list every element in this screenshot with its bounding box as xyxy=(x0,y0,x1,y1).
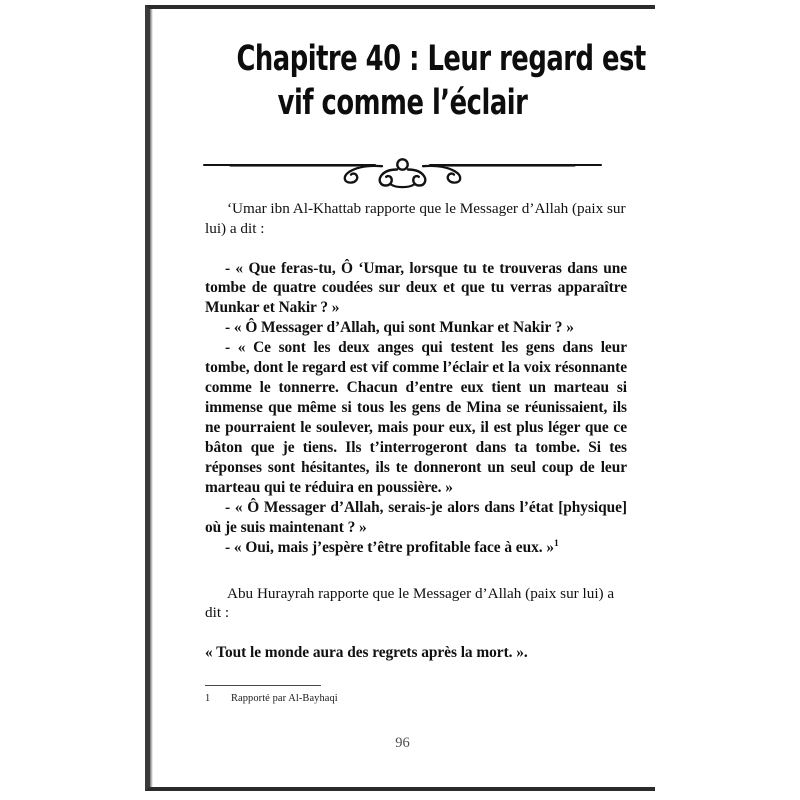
page-spine-shading xyxy=(150,9,153,787)
hadith-quote-line-5-text: - « Oui, mais j’espère t’être profitable face à eux. » xyxy=(225,538,554,556)
footnote-entry xyxy=(205,693,627,704)
narration-paragraph-umar: ‘Umar ibn Al-Khattab rapporte que le Messager d’Allah (paix sur lui) a dit : xyxy=(205,200,626,237)
spacer xyxy=(205,558,627,584)
page-number: 96 xyxy=(395,735,410,751)
chapter-title-line-2: vif comme l’éclair xyxy=(277,83,528,124)
spacer xyxy=(205,239,627,259)
footnote-reference-marker[interactable]: 1 xyxy=(553,538,559,549)
hadith-quote-line-3: - « Ce sont les deux anges qui testent les gens dans leur tombe, dont le regard est vif comme l’éclair et la voix résonnante comme le tonnerre. Chacun d’entre eux tient un marteau si immense que même si tous les gens de Mina se réunissaient, ils ne pourraient le soulever, mais pour eux, il est plus léger que ce bâton que je tiens. Ils t’interrogeront dans ta tombe. Si tes réponses sont hésitantes, ils te donneront un seul coup de leur marteau qui te réduira en poussière. » xyxy=(205,339,627,496)
hadith-quote-line-6: « Tout le monde aura des regrets après la mort. ». xyxy=(205,644,528,662)
footnote-area xyxy=(205,685,627,704)
narration-paragraph-abu-hurayrah: Abu Hurayrah rapporte que le Messager d’Allah (paix sur lui) a dit : xyxy=(205,584,615,622)
spacer xyxy=(205,623,627,643)
hadith-quote-line-4: - « Ô Messager d’Allah, serais-je alors dans l’état [physique] où je suis maintenant ? » xyxy=(205,498,627,536)
footnote-number: 1 xyxy=(205,693,211,704)
footnote-text: Rapporté par Al-Bayhaqi xyxy=(231,693,338,704)
footnote-separator-rule xyxy=(205,685,321,686)
body-text-column xyxy=(205,199,627,663)
hadith-quote-line-1: - « Que feras-tu, Ô ‘Umar, lorsque tu te trouveras dans une tombe de quatre coudées sur deux et que tu verras apparaître Munkar et Nakir ? » xyxy=(205,259,627,317)
hadith-quote-line-5 xyxy=(205,538,627,558)
chapter-title xyxy=(236,37,646,125)
chapter-title-line-1: Chapitre 40 : Leur regard est xyxy=(236,39,646,79)
hadith-quote-line-2: - « Ô Messager d’Allah, qui sont Munkar et Nakir ? » xyxy=(225,319,574,337)
book-page-sheet xyxy=(145,5,655,791)
ornamental-divider xyxy=(200,152,605,192)
